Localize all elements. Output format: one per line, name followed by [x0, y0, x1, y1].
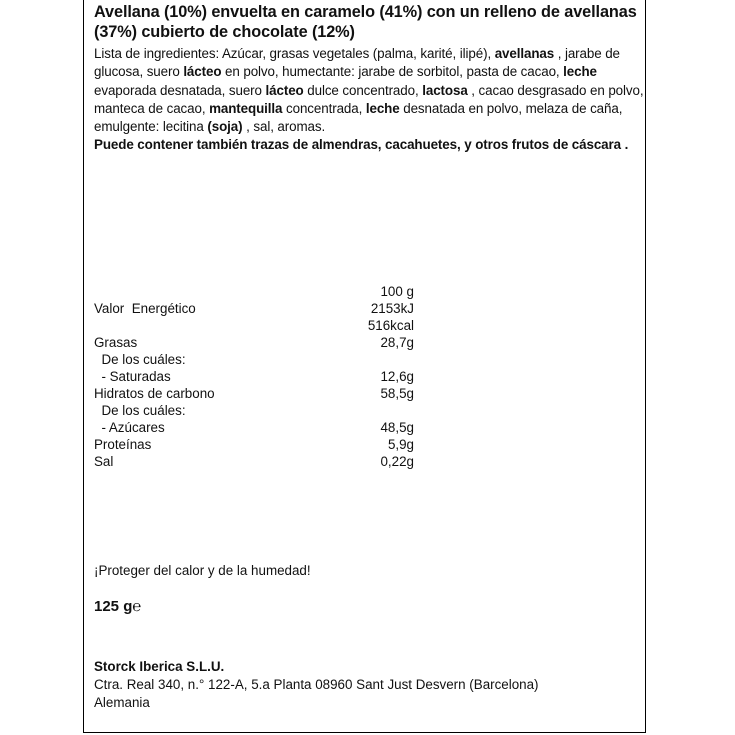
company-country: Alemania [94, 695, 150, 710]
nutrition-row [94, 436, 494, 453]
nutrient-label: De los cuáles: [94, 352, 186, 367]
nutrient-label: Proteínas [94, 437, 152, 452]
allergen-highlight: leche [365, 100, 400, 116]
nutrition-row [94, 402, 494, 419]
nutrition-row [94, 351, 494, 368]
nutrition-row [94, 419, 494, 436]
nutrient-value: 58,5g [380, 386, 414, 401]
nutrient-label: - Azúcares [94, 420, 165, 435]
allergen-highlight: avellanas [494, 46, 555, 61]
nutrient-value: 5,9g [387, 437, 414, 452]
storage-instructions: ¡Proteger del calor y de la humedad! [94, 563, 311, 578]
nutrition-header-row [94, 283, 494, 300]
company-name: Storck Iberica S.L.U. [94, 659, 225, 674]
allergen-highlight: lactosa [422, 82, 468, 98]
net-weight: 125 g℮ [94, 598, 142, 615]
nutrient-value: 516kcal [367, 318, 414, 333]
nutrition-row [94, 317, 494, 334]
nutrient-label: De los cuáles: [94, 403, 186, 418]
nutrition-row [94, 368, 494, 385]
nutrition-row [94, 385, 494, 402]
company-address: Ctra. Real 340, n.° 122-A, 5.a Planta 08960 Sant Just Desvern (Barcelona) [94, 677, 539, 692]
nutrient-label: - Saturadas [94, 369, 171, 384]
nutrient-label: Valor Energético [94, 301, 196, 316]
nutrition-row [94, 453, 494, 470]
nutrient-value: 48,5g [380, 420, 414, 435]
nutrient-value: 12,6g [380, 369, 414, 384]
ingredients-list: Lista de ingredientes: Azúcar, grasas vegetales (palma, karité, ilipé), avellanas , jarabe de glucosa, suero lácteo en polvo, humectante: jarabe de sorbitol, pasta de cacao, leche evaporada desnatada, suero lácteo dulce concentrado, lactosa , cacao desgrasado en polvo, manteca de cacao, mantequilla concentrada, leche desnatada en polvo, melaza de caña, emulgente: lecitina (soja) , sal, aromas. Puede contener también trazas de almendras, cacahuetes, y otros frutos de cáscara . [94, 46, 644, 153]
nutrient-label: Grasas [94, 335, 138, 350]
nutrient-value: 2153kJ [370, 301, 414, 316]
allergen-highlight: mantequilla [209, 100, 283, 116]
nutrient-label: Hidratos de carbono [94, 386, 215, 401]
allergen-highlight: (soja) [207, 119, 243, 135]
allergen-highlight: lácteo [183, 64, 222, 80]
nutrition-header: 100 g [380, 284, 414, 299]
allergen-highlight: lácteo [265, 82, 304, 98]
nutrient-value: 28,7g [380, 335, 414, 350]
nutrient-label: Sal [94, 454, 114, 469]
nutrition-row [94, 300, 494, 317]
nutrition-table [94, 283, 494, 470]
allergen-highlight: leche [563, 64, 597, 80]
label-frame [83, 0, 646, 733]
nutrition-row [94, 334, 494, 351]
nutrient-value: 0,22g [380, 454, 414, 469]
product-title: Avellana (10%) envuelta en caramelo (41%) con un relleno de avellanas (37%) cubierto de chocolate (12%) [94, 3, 637, 41]
allergen-warning: Puede contener también trazas de almendras, cacahuetes, y otros frutos de cáscara . [94, 137, 629, 153]
nutrition-rows [94, 300, 494, 470]
